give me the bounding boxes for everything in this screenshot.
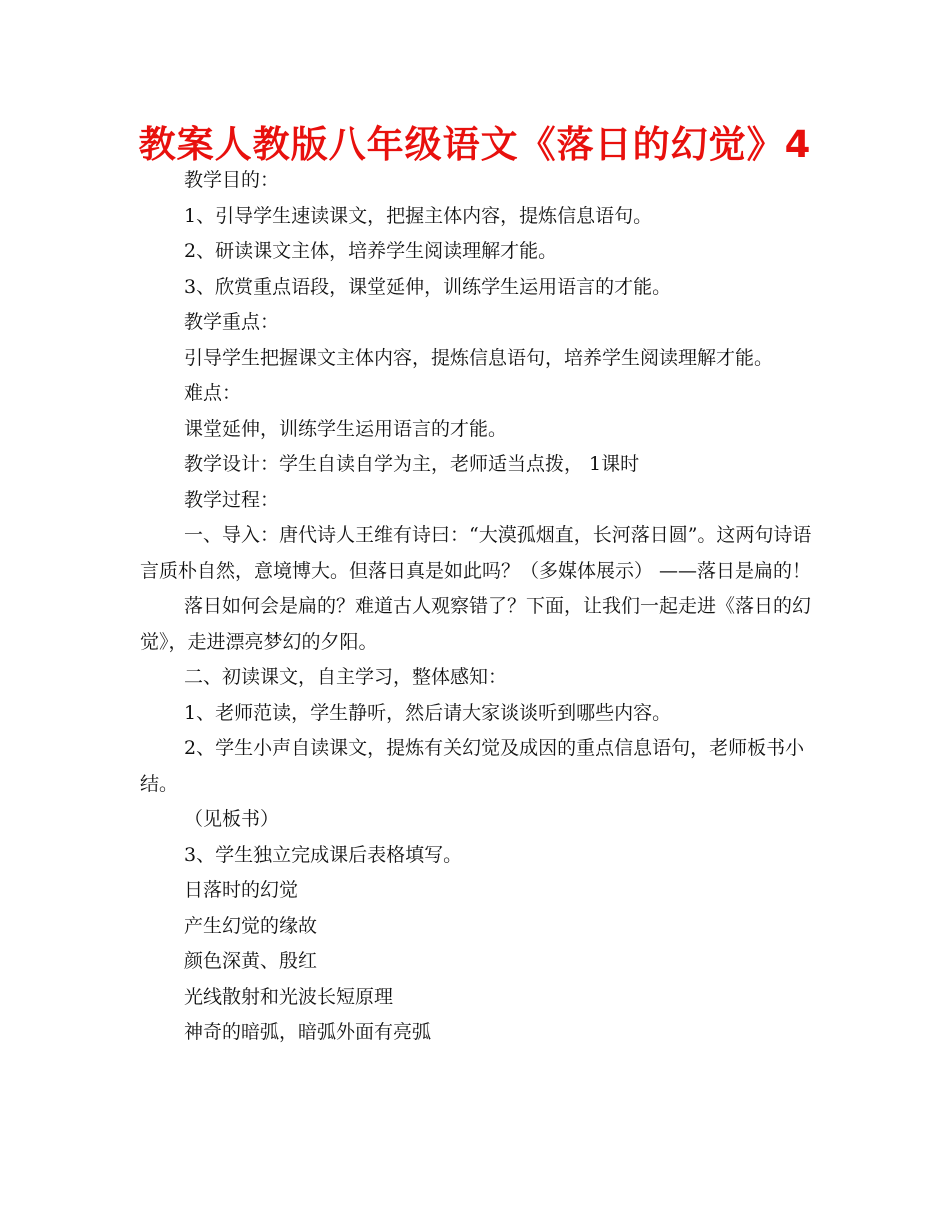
paragraph: 教学重点：: [184, 311, 280, 333]
paragraph: 教学过程：: [184, 488, 280, 511]
paragraph: 引导学生把握课文主体内容，提炼信息语句，培养学生阅读理解才能。: [184, 346, 774, 369]
paragraph: 课堂延伸，训练学生运用语言的才能。: [184, 417, 508, 440]
paragraph: 难点：: [184, 382, 242, 404]
paragraph: 日落时的幻觉: [184, 879, 299, 901]
paragraph: 3、学生独立完成课后表格填写。: [184, 843, 463, 866]
paragraph: （见板书）: [184, 808, 280, 830]
paragraph: 神奇的暗弧，暗弧外面有亮弧: [184, 1021, 432, 1043]
paragraph: 落日如何会是扁的？难道古人观察错了？下面，让我们一起走进《落日的幻觉》，走进漂亮梦幻的夕阳。: [140, 595, 812, 653]
paragraph: 1、老师范读，学生静听，然后请大家谈谈听到哪些内容。: [184, 701, 672, 724]
paragraph: 二、初读课文，自主学习，整体感知：: [184, 666, 508, 688]
paragraph: 一、导入：唐代诗人王维有诗曰：“大漠孤烟直，长河落日圆”。这两句诗语言质朴自然，意境博大。但落日真是如此吗？（多媒体展示） ——落日是扁的！: [140, 524, 812, 582]
paragraph: 教学设计：学生自读自学为主，老师适当点拨， 1课时: [184, 453, 640, 475]
paragraph: 3、欣赏重点语段，课堂延伸，训练学生运用语言的才能。: [184, 275, 672, 298]
paragraph: 教学目的：: [184, 169, 280, 191]
document-body: [140, 163, 820, 1051]
paragraph: 2、学生小声自读课文，提炼有关幻觉及成因的重点信息语句，老师板书小结。: [140, 737, 805, 795]
paragraph: 2、研读课文主体，培养学生阅读理解才能。: [184, 240, 558, 262]
paragraph: 颜色深黄、殷红: [184, 950, 318, 972]
document-title: 教案人教版八年级语文《落日的幻觉》4: [138, 123, 812, 166]
paragraph: 1、引导学生速读课文，把握主体内容，提炼信息语句。: [184, 204, 653, 227]
paragraph: 产生幻觉的缘故: [184, 914, 318, 937]
paragraph: 光线散射和光波长短原理: [184, 985, 394, 1008]
